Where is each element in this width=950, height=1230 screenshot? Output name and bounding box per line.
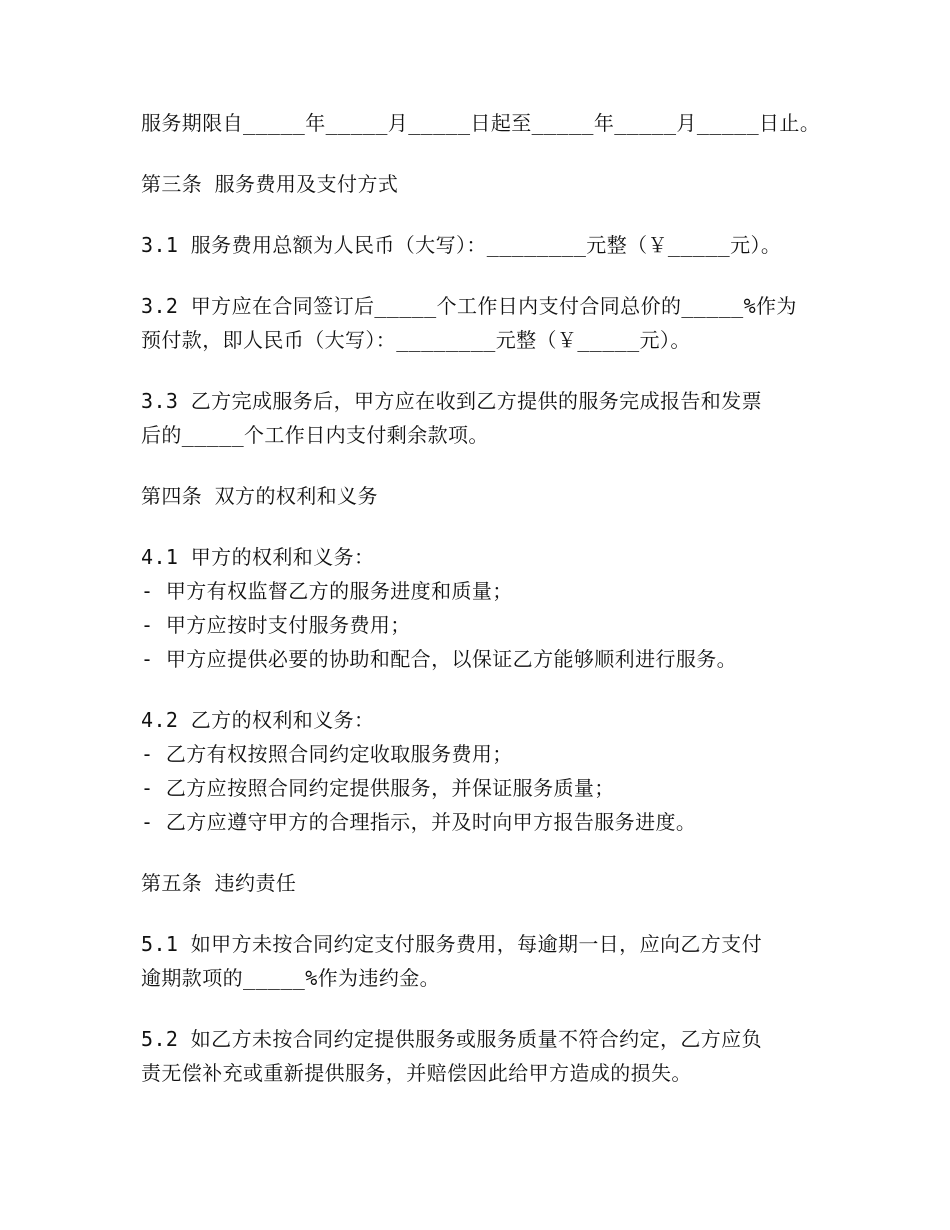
list-item: - 乙方应遵守甲方的合理指示，并及时向甲方报告服务进度。 [141,810,697,834]
document-body [141,106,821,1090]
list-item: - 甲方有权监督乙方的服务进度和质量； [141,579,513,603]
clause-5-1-line-2: 逾期款项的_____%作为违约金。 [141,966,441,990]
clause-3-3-line-1: 3.3 乙方完成服务后，甲方应在收到乙方提供的服务完成报告和发票 [141,389,762,413]
clause-5-2-line-1: 5.2 如乙方未按合同约定提供服务或服务质量不符合约定，乙方应负 [141,1027,762,1051]
clause-5-2-line-2: 责无偿补充或重新提供服务，并赔偿因此给甲方造成的损失。 [141,1061,692,1085]
clause-4-1-title: 4.1 甲方的权利和义务： [141,545,375,569]
clause-3-2-line-2: 预付款，即人民币（大写）：________元整（￥_____元）。 [141,328,691,352]
clause-3-1: 3.1 服务费用总额为人民币（大写）：________元整（￥_____元）。 [141,233,782,257]
clause-4-2-title: 4.2 乙方的权利和义务： [141,708,375,732]
clause-3-2-line-1: 3.2 甲方应在合同签订后_____个工作日内支付合同总价的_____%作为 [141,294,797,318]
list-item: - 乙方应按照合同约定提供服务，并保证服务质量； [141,776,615,800]
list-item: - 甲方应提供必要的协助和配合，以保证乙方能够顺利进行服务。 [141,647,738,671]
clause-3-3-line-2: 后的_____个工作日内支付剩余款项。 [141,423,489,447]
clause-5-1-line-1: 5.1 如甲方未按合同约定支付服务费用，每逾期一日，应向乙方支付 [141,932,762,956]
article-3-heading: 第三条 服务费用及支付方式 [141,172,399,196]
list-item: - 甲方应按时支付服务费用； [141,613,411,637]
article-4-heading: 第四条 双方的权利和义务 [141,484,378,508]
article-5-heading: 第五条 违约责任 [141,871,297,895]
service-period-line: 服务期限自_____年_____月_____日起至_____年_____月_____日止。 [141,111,821,135]
list-item: - 乙方有权按照合同约定收取服务费用； [141,742,513,766]
